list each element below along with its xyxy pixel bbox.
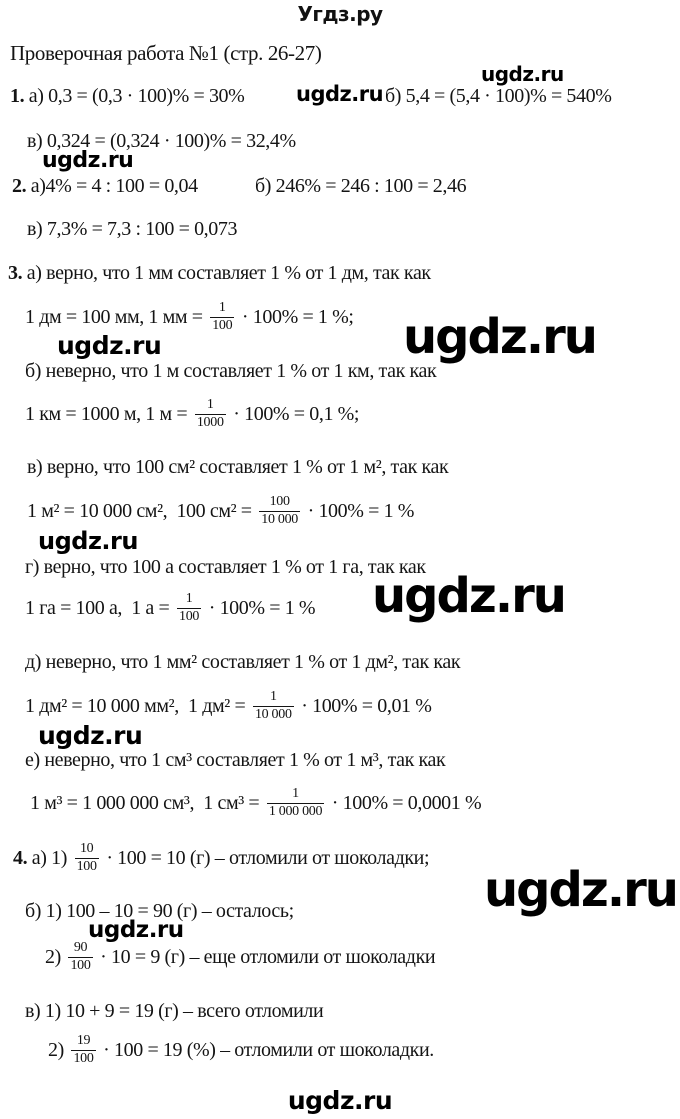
text-segment: в) 1) 10 + 9 = 19 (г) – всего отломили (25, 1000, 324, 1022)
watermark: ugdz.ru (296, 82, 384, 106)
text-segment: 1 га = 100 а, 1 а = (25, 597, 174, 619)
solution-line-3g-proof (25, 591, 315, 625)
solution-line-3d (25, 650, 460, 674)
solution-line-4a (13, 841, 429, 875)
site-logo-text: Угдз.ру (297, 2, 383, 26)
text-segment: · 100% = 1 % (302, 500, 415, 522)
watermark: ugdz.ru (88, 917, 184, 943)
watermark: ugdz.ru (287, 1086, 393, 1115)
solution-line-3e (25, 748, 445, 772)
fraction: $\frac{10}{100}$ (76, 840, 97, 874)
problem-number: 1. (10, 85, 25, 107)
fraction: $\frac{1}{100}$ (179, 590, 200, 624)
problem-number: 4. (13, 847, 28, 869)
text-segment: а) верно, что 1 мм составляет 1 % от 1 дм, так как (22, 262, 431, 284)
fraction: $\frac{1}{10 000}$ (254, 688, 292, 722)
fraction: $\frac{19}{100}$ (73, 1032, 94, 1066)
watermark: ugdz.ru (403, 309, 596, 365)
text-segment: г) верно, что 100 а составляет 1 % от 1 га, так как (25, 556, 426, 578)
text-segment: а) 1) (27, 847, 72, 869)
text-segment: 1 дм = 100 мм, 1 мм = (25, 306, 208, 328)
solution-line-1v (27, 129, 296, 153)
page-title: Проверочная работа №1 (стр. 26-27) (10, 41, 322, 65)
text-segment: в) 0,324 = (0,324 · 100)% = 32,4% (27, 130, 296, 152)
text-segment: 1 м³ = 1 000 000 см³, 1 см³ = (30, 792, 264, 814)
watermark: ugdz.ru (42, 148, 134, 173)
solution-line-3d-proof (25, 689, 432, 723)
solution-line-4b1 (25, 899, 294, 923)
solution-line-1a (10, 84, 244, 108)
fraction: $\frac{90}{100}$ (70, 939, 91, 973)
text-segment: а)4% = 4 : 100 = 0,04 (26, 175, 198, 197)
text-segment: · 100% = 0,01 % (296, 695, 432, 717)
text-segment: 2) (48, 1039, 69, 1061)
solution-line-2a (12, 174, 198, 198)
solution-line-4v1 (25, 999, 323, 1023)
text-segment: 2) (45, 946, 66, 968)
solution-line-4v2 (48, 1033, 434, 1067)
watermark: ugdz.ru (372, 568, 565, 624)
fraction: $\frac{1}{1000}$ (196, 396, 224, 430)
solution-line-3a (8, 261, 431, 285)
solution-line-1b (385, 84, 612, 108)
text-segment: · 10 = 9 (г) – еще отломили от шоколадки (95, 946, 436, 968)
text-segment: б) 1) 100 – 10 = 90 (г) – осталось; (25, 900, 294, 922)
solution-line-3a-proof (25, 300, 354, 334)
solution-line-2b (255, 174, 466, 198)
solution-line-4b2 (45, 940, 435, 974)
text-segment: б) 5,4 = (5,4 · 100)% = 540% (385, 85, 612, 107)
text-segment: 1 км = 1000 м, 1 м = (25, 403, 192, 425)
watermark: ugdz.ru (484, 862, 677, 918)
text-segment: · 100% = 0,1 %; (228, 403, 360, 425)
text-segment: 1 дм² = 10 000 мм², 1 дм² = (25, 695, 250, 717)
text-segment: е) неверно, что 1 см³ составляет 1 % от 1 м³, так как (25, 749, 446, 771)
problem-number: 3. (8, 262, 23, 284)
fraction: $\frac{1}{100}$ (212, 299, 233, 333)
watermark: ugdz.ru (57, 331, 162, 360)
text-segment: д) неверно, что 1 мм² составляет 1 % от 1 дм², так как (25, 651, 461, 673)
solution-line-3e-proof (30, 786, 481, 820)
text-segment: · 100% = 1 % (204, 597, 316, 619)
text-segment: · 100 = 19 (%) – отломили от шоколадки. (98, 1039, 434, 1061)
text-segment: в) 7,3% = 7,3 : 100 = 0,073 (27, 218, 238, 240)
fraction: $\frac{1}{1 000 000}$ (268, 785, 323, 819)
watermark: ugdz.ru (38, 527, 138, 555)
text-segment: а) 0,3 = (0,3 · 100)% = 30% (24, 85, 245, 107)
solution-line-3v-proof (27, 494, 414, 528)
text-segment: б) неверно, что 1 м составляет 1 % от 1 км, так как (25, 360, 437, 382)
watermark: ugdz.ru (481, 62, 564, 86)
watermark: ugdz.ru (38, 721, 143, 750)
text-segment: · 100% = 0,0001 % (327, 792, 482, 814)
solution-line-3b-proof (25, 397, 359, 431)
text-segment: · 100 = 10 (г) – отломили от шоколадки; (101, 847, 430, 869)
solution-line-3g (25, 555, 426, 579)
text-segment: · 100% = 1 %; (237, 306, 354, 328)
fraction: $\frac{100}{10 000}$ (261, 493, 298, 527)
text-segment: 1 м² = 10 000 см², 100 см² = (27, 500, 257, 522)
solution-line-2v (27, 217, 237, 241)
solution-line-3v (27, 455, 448, 479)
text-segment: б) 246% = 246 : 100 = 2,46 (255, 175, 467, 197)
solution-line-3b (25, 359, 436, 383)
problem-number: 2. (12, 175, 27, 197)
text-segment: в) верно, что 100 см² составляет 1 % от 1 м², так как (27, 456, 449, 478)
